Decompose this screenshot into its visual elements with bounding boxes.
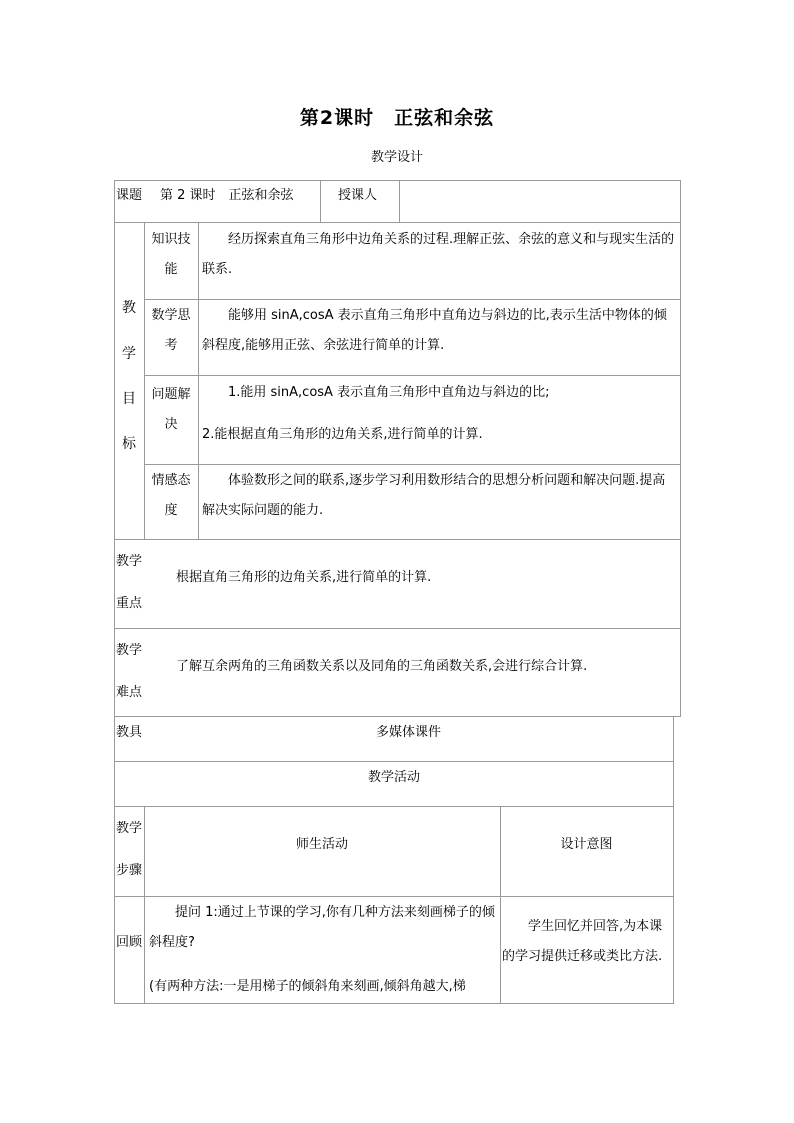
topic-label: 课题 [116, 188, 143, 203]
key-text: 根据直角三角形的边角关系,进行简单的计算. [176, 570, 432, 585]
col-activity: 师生活动 [295, 837, 348, 852]
goal-label-attitude: 情感态度 [151, 473, 191, 518]
goal-text-thinking: 能够用 sinA,cosA 表示直角三角形中直角边与斜边的比,表示生活中物体的倾斜程度,能够用正弦、余弦进行简单的计算. [202, 308, 667, 353]
tools-value: 多媒体课件 [375, 725, 441, 740]
difficulty-label: 教学难点 [116, 643, 143, 700]
goals-label-char: 标 [122, 436, 136, 452]
page-subtitle: 教学设计 [370, 150, 423, 165]
teacher-label: 授课人 [338, 188, 378, 203]
key-label: 教学重点 [116, 554, 143, 611]
review-text-2: (有两种方法:一是用梯子的倾斜角来刻画,倾斜角越大,梯 [149, 979, 466, 994]
steps-label: 教学步骤 [116, 821, 143, 878]
goal-label-thinking: 数学思考 [151, 308, 191, 353]
goals-label-char: 教 [122, 300, 136, 316]
review-text-1: 提问 1:通过上节课的学习,你有几种方法来刻画梯子的倾斜程度? [149, 905, 495, 950]
topic-value: 第 2 课时 正弦和余弦 [160, 188, 294, 203]
goal-text-attitude: 体验数形之间的联系,逐步学习利用数形结合的思想分析问题和解决问题.提高解决实际问题的能力. [202, 473, 666, 518]
goal-text-problem-2: 2.能根据直角三角形的边角关系,进行简单的计算. [202, 427, 483, 442]
goals-label-char: 学 [122, 346, 136, 362]
activity-header: 教学活动 [367, 770, 420, 785]
page-title: 第2课时 正弦和余弦 [299, 107, 495, 129]
goal-text-problem-1: 1.能用 sinA,cosA 表示直角三角形中直角边与斜边的比; [228, 385, 550, 400]
difficulty-text: 了解互余两角的三角函数关系以及同角的三角函数关系,会进行综合计算. [176, 659, 588, 674]
goal-label-problem: 问题解决 [151, 387, 191, 432]
tools-label: 教具 [116, 725, 143, 740]
review-intent: 学生回忆并回答,为本课的学习提供迁移或类比方法. [502, 919, 663, 964]
goals-label-char: 目 [122, 391, 136, 407]
goal-text-knowledge: 经历探索直角三角形中边角关系的过程.理解正弦、余弦的意义和与现实生活的联系. [202, 232, 675, 277]
goal-label-knowledge: 知识技能 [151, 232, 191, 277]
review-label: 回顾 [116, 935, 143, 950]
col-intent: 设计意图 [560, 837, 613, 852]
